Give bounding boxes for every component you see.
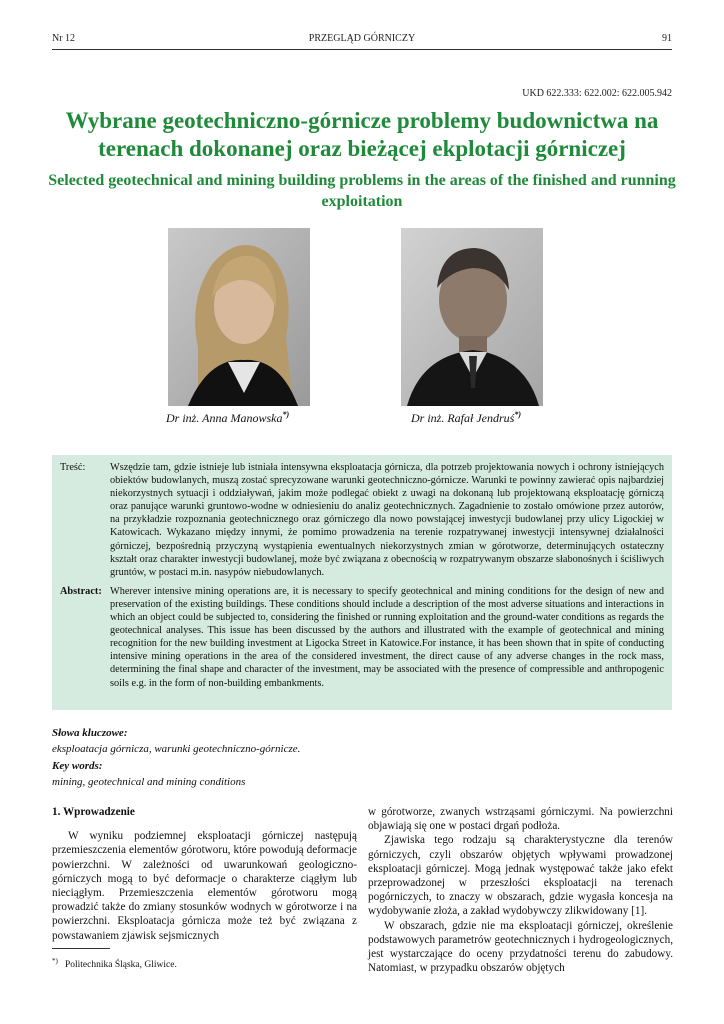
right-column <box>368 805 673 975</box>
author-photo-manowska <box>168 228 310 406</box>
tresc-row <box>60 461 664 579</box>
footnote: *) Politechnika Śląska, Gliwice. <box>52 957 177 971</box>
keywords-en-label: Key words: <box>52 760 103 772</box>
keywords-en-text: mining, geotechnical and mining conditions <box>52 776 246 788</box>
author-caption-manowska: Dr inż. Anna Manowska*) <box>166 410 290 425</box>
intro-paragraph-1: W wyniku podziemnej eksploatacji górniczej następują przemieszczenia elementów górotworu, które powodują deformacje powierzchni. W zależności od uwarunkowań geologiczno-górniczych mogą to być deformacje o charakterze ciągłym lub nieciągłym. Przemieszczenia elementów górotworu mogą prowadzić także do zmiany stosunków wodnych w górotworze i na powierzchni. Eksploatacja górnicza może też być związana z powstawaniem zjawisk sejsmicznych <box>52 830 357 942</box>
page-number: 91 <box>662 33 672 44</box>
section-heading: 1. Wprowadzenie <box>52 806 135 818</box>
intro-paragraph-continuation: w górotworze, zwanych wstrząsami górniczymi. Na powierzchni objawiają się one w postaci drgań podłoża. <box>368 806 673 833</box>
author-photo-jendrus <box>401 228 543 406</box>
tresc-text: Wszędzie tam, gdzie istnieje lub istniała intensywna eksploatacja górnicza, dla potrzeb projektowania nowych i ochrony istniejących obiektów budowlanych, muszą zostać sprecyzowane warunki geotechniczno-górnicze. Warunki te powinny zawierać opis najbardziej niekorzystnych sytuacji i oddziaływań, jakim może podlegać obiekt z uwagi na dokonaną lub projektowaną eksploatację górniczą oraz panujące warunki gruntowo-wodne w odniesieniu do analiz geotechnicznych. Zagadnienie to zostało omówione przez autorów, na przykładzie rozpoznania geotechnicznego oraz górniczego dla nowo powstającej inwestycji budowlanej przy ulicy Ligockiej w Katowicach. Wykazano między innymi, że pomimo prowadzenia na terenie rozpatrywanej inwestycji intensywnej działalności górniczej, bezpośrednią przyczyną wystąpienia ewentualnych niekorzystnych zmian w górotworze, determinujących ostateczny kształt oraz charakter inwestycji budowlanej, może być związana z obecnością w rozpatrywanym obszarze słabonośnych i ściśliwych gruntów, w postaci m.in. nasypów niebudowlanych. <box>110 462 664 578</box>
abstract-box <box>52 455 672 710</box>
issue-number: Nr 12 <box>52 33 76 44</box>
left-column <box>52 805 357 943</box>
footnote-rule <box>52 948 110 949</box>
tresc-label: Treść: <box>60 462 86 473</box>
intro-paragraph-2: Zjawiska tego rodzaju są charakterystyczne dla terenów górniczych, czyli obszarów objętych wpływami prowadzonej eksploatacji górniczej. Mogą jednak występować także jako efekt przeprowadzonej w przeszłości eksploatacji na terenach pogórniczych, to znaczy w obszarach, gdzie wygasła koncesja na wydobywanie złoża, a zakład wydobywczy zlikwidowany [1]. <box>368 834 673 918</box>
intro-paragraph-3: W obszarach, gdzie nie ma eksploatacji górniczej, określenie podstawowych parametrów geotechnicznych i hydrogeologicznych, jest wystarczające do oceny przydatności terenu do zabudowy. Natomiast, w przypadku obszarów objętych <box>368 919 673 975</box>
abstract-text: Wherever intensive mining operations are, it is necessary to specify geotechnical and mining conditions for the design of new and preservation of the existing buildings. These conditions should include a description of the most adverse situations and interactions in which an object could be subjected to, considering the finished or running exploitation and the ground-water conditions as regards the geotechnical analyses. This issue has been discussed by the authors and illustrated with the example of geotechnical and mining recognition for the new building investment at Ligocka Street in Katowice.For instance, it has been shown that in spite of conducting intensive mining operations in the area of the considered investment, the direct cause of any adverse changes in the rock mass, determining the final shape and character of the investment, may be associated with the presence of compressible and anthropogenic soils e.g. in the form of non-building embankments. <box>110 585 664 689</box>
title-polish: Wybrane geotechniczno-górnicze problemy budownictwa na terenach dokonanej oraz bieżącej ekplotacji górniczej <box>65 108 659 161</box>
journal-name: PRZEGLĄD GÓRNICZY <box>308 33 416 44</box>
abstract-label: Abstract: <box>60 585 102 597</box>
ukd-classification: UKD 622.333: 622.002: 622.005.942 <box>522 88 672 99</box>
title-english: Selected geotechnical and mining building problems in the areas of the finished and running exploitation <box>48 172 676 210</box>
keywords-pl-text: eksploatacja górnicza, warunki geotechniczno-górnicze. <box>52 743 301 755</box>
keywords-pl-label: Słowa kluczowe: <box>52 727 128 739</box>
author-caption-jendrus: Dr inż. Rafał Jendruś*) <box>411 410 522 425</box>
abstract-row <box>60 585 664 690</box>
header-rule <box>52 49 672 50</box>
